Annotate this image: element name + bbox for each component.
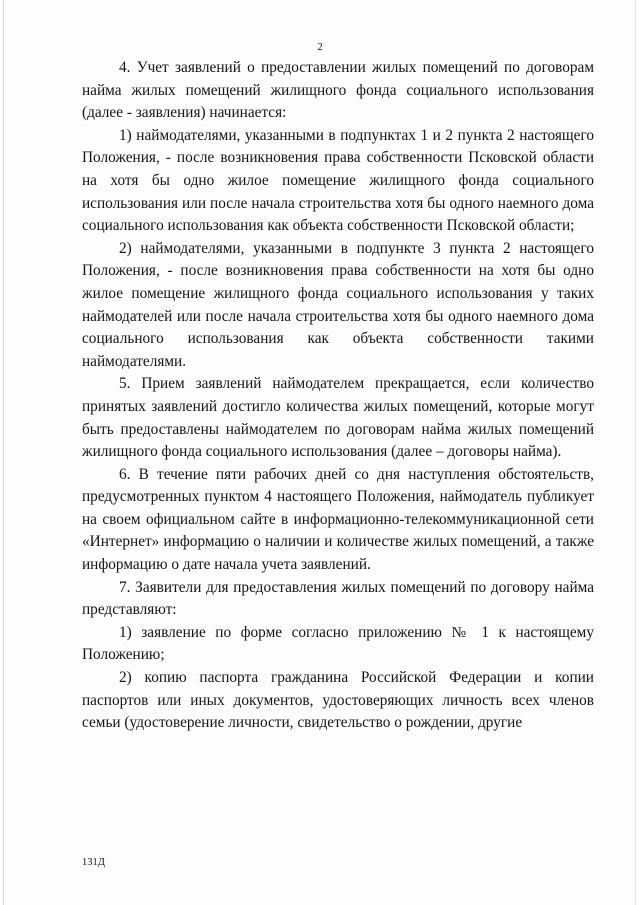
scan-edge-left xyxy=(3,0,4,905)
paragraph-5: 5. Прием заявлений наймодателем прекращается, если количество принятых заявлений достигло количества жилых помещений, которые могут быть предоставлены наймодателем по договорам найма жилых помещений жилищного фонда социального использования (далее – договоры найма). xyxy=(82,375,594,461)
paragraph-7-item-1: 1) заявление по форме согласно приложению № 1 к настоящему Положению; xyxy=(82,623,594,664)
paragraph-6: 6. В течение пяти рабочих дней со дня наступления обстоятельств, предусмотренных пунктом 4 настоящего Положения, наймодатель публикует на своем официальном сайте в информационно-телекоммуникационной сети «Интернет» информацию о наличии и количестве жилых помещений, а также информацию о дате начала учета заявлений. xyxy=(82,465,594,574)
scan-edge-right xyxy=(635,0,636,905)
document-code: 131Д xyxy=(82,857,105,868)
paragraph-7: 7. Заявители для предоставления жилых помещений по договору найма представляют: xyxy=(82,578,594,619)
document-body xyxy=(82,57,594,735)
paragraph-7-item-2: 2) копию паспорта гражданина Российской Федерации и копии паспортов или иных документов, удостоверяющих личность всех членов семьи (удостоверение личности, свидетельство о рождении, другие xyxy=(82,669,594,732)
paragraph-4-item-2: 2) наймодателями, указанными в подпункте 3 пункта 2 настоящего Положения, - после возникновения права собственности на хотя бы одно жилое помещение жилищного фонда социального использования у таких наймодателей или после начала строительства хотя бы одного наемного дома социального использования как объекта собственности такими наймодателями. xyxy=(82,239,594,370)
paragraph-4: 4. Учет заявлений о предоставлении жилых помещений по договорам найма жилых помещений жилищного фонда социального использования (далее - заявления) начинается: xyxy=(82,59,594,122)
paragraph-4-item-1: 1) наймодателями, указанными в подпунктах 1 и 2 пункта 2 настоящего Положения, - после возникновения права собственности Псковской области на хотя бы одно жилое помещение жилищного фонда социального использования или после начала строительства хотя бы одного наемного дома социального использования как объекта собственности Псковской области; xyxy=(82,126,594,235)
page-number: 2 xyxy=(317,41,323,53)
